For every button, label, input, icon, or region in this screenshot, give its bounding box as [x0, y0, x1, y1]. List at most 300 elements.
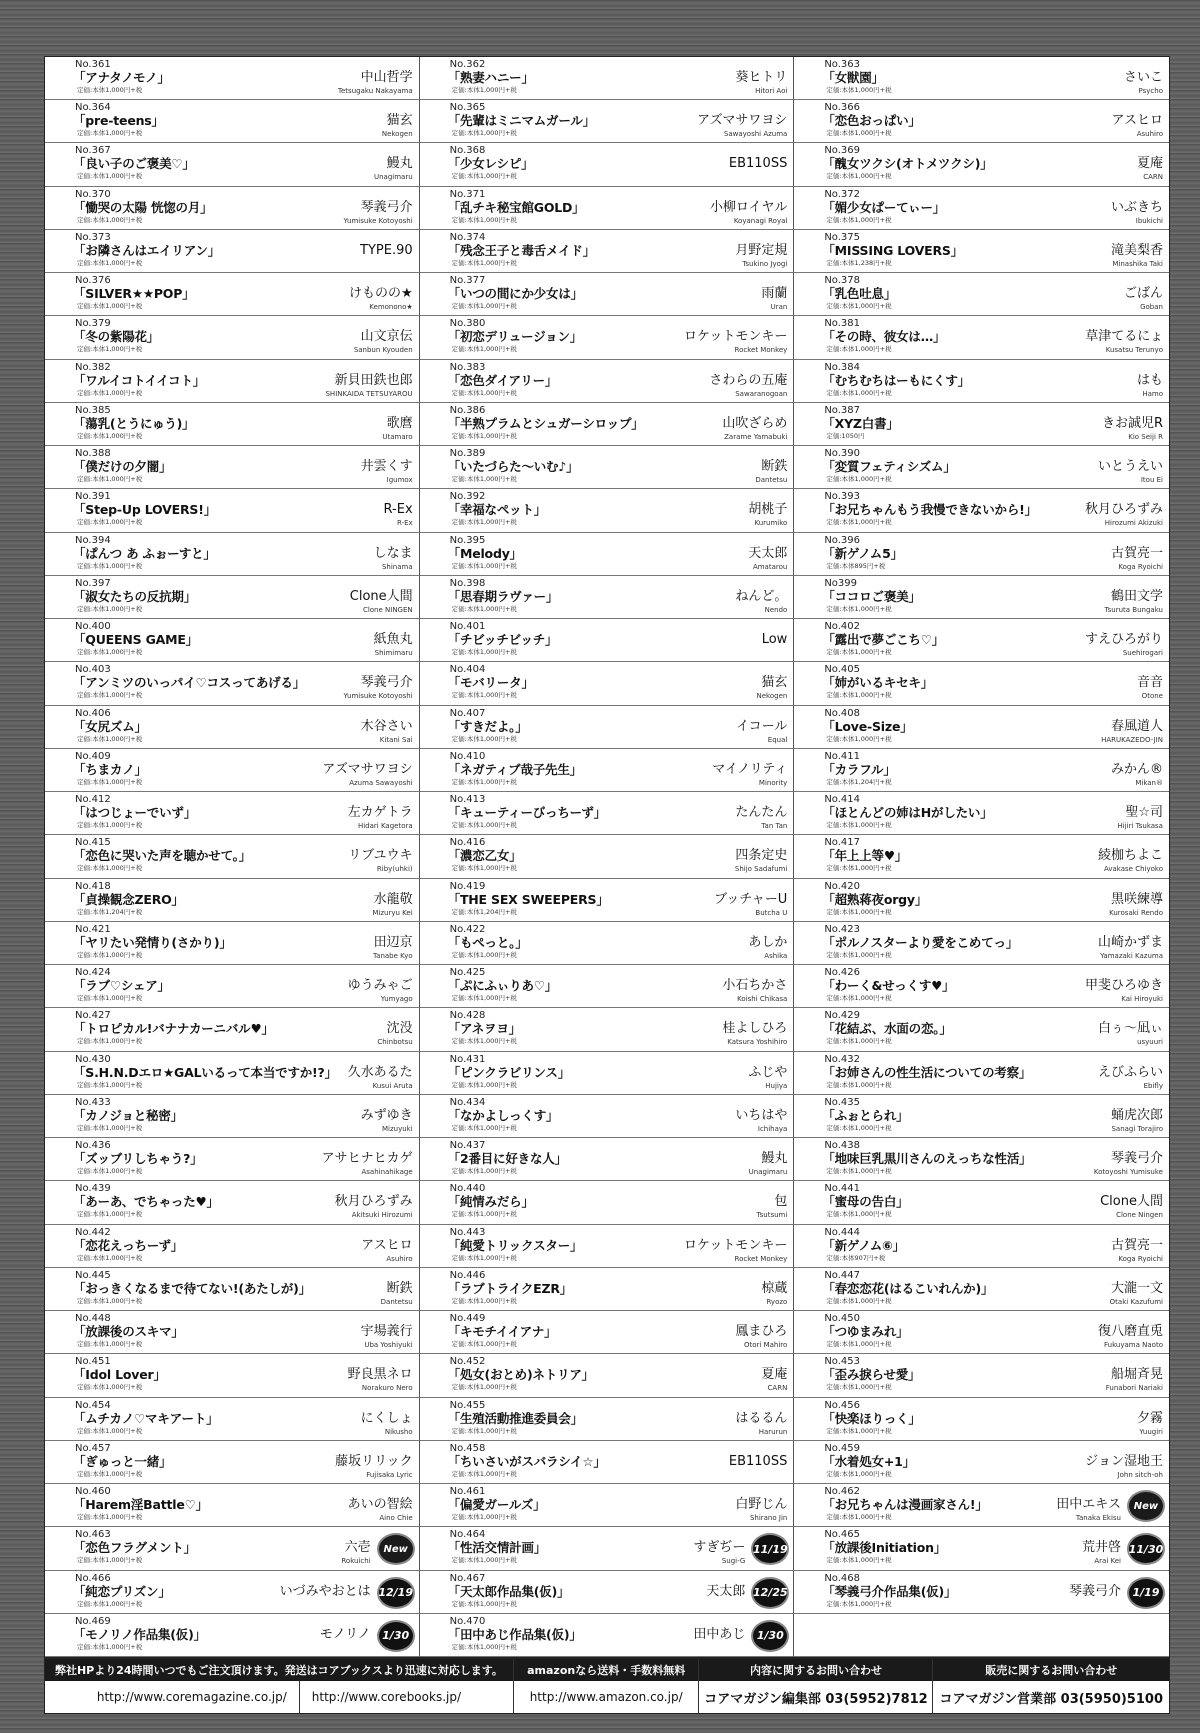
book-author: 甲斐ひろゆき	[1084, 978, 1163, 994]
book-entry	[45, 489, 420, 532]
book-title: 「ココロご褒美」	[822, 588, 921, 604]
book-title: 「SILVER★★POP」	[73, 286, 195, 302]
book-number: No.439	[75, 1183, 111, 1195]
book-title: 「生殖活動推進委員会」	[447, 1410, 583, 1426]
book-author-romaji: Sanagi Torajiro	[1111, 1124, 1163, 1133]
book-price: 定価:本体1,000円+税	[826, 1037, 892, 1046]
book-entry	[45, 1268, 420, 1311]
book-price: 定価:本体1,000円+税	[451, 1513, 517, 1522]
book-price: 定価:本体1,000円+税	[826, 345, 892, 354]
release-date-badge: 1/19	[1127, 1577, 1165, 1609]
book-author: 椋蔵	[761, 1280, 788, 1296]
book-number: No.456	[824, 1399, 861, 1411]
book-author: 山吹ざらめ	[722, 415, 788, 431]
book-author: 船堀斉晃	[1110, 1367, 1163, 1383]
book-title: 「わーく&せっくす♥」	[822, 978, 955, 994]
book-entry	[794, 446, 1169, 489]
book-author-romaji: Avakase Chiyoko	[1103, 865, 1163, 874]
book-author-romaji: Clone Ningen	[1116, 1211, 1163, 1220]
book-price: 定価:本体1,000円+税	[77, 734, 143, 743]
book-entry	[45, 446, 420, 489]
book-price: 定価:本体1,000円+税	[826, 864, 892, 873]
book-number: No.380	[449, 318, 486, 330]
book-number: No.438	[824, 1140, 861, 1152]
book-price: 定価:本体1,000円+税	[77, 431, 143, 440]
book-price: 定価:本体1,000円+税	[826, 475, 892, 484]
book-author: 井雲くす	[360, 459, 413, 475]
book-price: 定価:本体1,000円+税	[77, 215, 143, 224]
book-entry	[420, 1225, 795, 1268]
book-price: 定価:本体1,000円+税	[77, 1253, 143, 1262]
book-entry	[420, 965, 795, 1008]
book-entry	[45, 100, 420, 143]
book-author: すえひろがり	[1084, 632, 1163, 648]
book-title: 「ヤリたい発情り(さかり)」	[73, 934, 232, 950]
book-author: 宇場義行	[360, 1324, 413, 1340]
book-price: 定価:本体1,000円+税	[77, 258, 143, 267]
book-author-romaji: Mikan®	[1135, 778, 1163, 787]
book-title: 「琴義弓介作品集(仮)」	[822, 1583, 957, 1599]
book-author-romaji: Ashika	[764, 951, 788, 960]
book-entry	[794, 706, 1169, 749]
book-author-romaji: Dantetsu	[380, 1297, 413, 1306]
sales-inquiry-heading: 販売に関するお問い合わせ	[933, 1659, 1169, 1681]
book-author: 琴義弓介	[360, 199, 413, 215]
book-author: 小柳ロイヤル	[709, 199, 788, 215]
book-number: No.396	[824, 534, 861, 546]
book-author-romaji: Sanbun Kyouden	[353, 346, 413, 355]
corebooks-link[interactable]: http://www.corebooks.jp/	[311, 1690, 462, 1704]
book-title: 「ネガティブ哉子先生」	[447, 761, 582, 777]
book-entry	[794, 1484, 1169, 1527]
book-price: 定価:本体1,000円+税	[826, 1426, 892, 1435]
book-entry	[45, 403, 420, 446]
book-entry	[794, 1527, 1169, 1570]
book-title: 「快楽ほりっく」	[822, 1410, 921, 1426]
book-author-romaji: SHINKAIDA TETSUYAROU	[325, 389, 413, 398]
book-number: No.367	[75, 145, 111, 157]
book-title: 「放課後のスキマ」	[73, 1324, 184, 1340]
book-title: 「2番目に好きな人」	[447, 1151, 567, 1167]
book-entry	[794, 57, 1169, 100]
book-author-romaji: Asuhiro	[386, 1254, 413, 1263]
book-number: No.445	[75, 1269, 111, 1281]
book-title: 「ラブトライクEZR」	[447, 1280, 573, 1296]
book-author-romaji: Yuugiri	[1139, 1427, 1163, 1436]
book-number: No.461	[449, 1486, 486, 1498]
book-number: No.465	[824, 1529, 861, 1541]
sales-phone: コアマガジン営業部 03(5950)5100	[939, 1691, 1163, 1707]
book-author: 田中あじ	[693, 1626, 746, 1642]
book-number: No.381	[824, 318, 861, 330]
book-entry	[420, 1354, 795, 1397]
book-author: 新貝田鉄也郎	[334, 372, 413, 388]
book-price: 定価:本体1,000円+税	[77, 1123, 143, 1132]
book-title: 「ポルノスターより愛をこめてっ」	[822, 934, 1019, 950]
book-entry	[794, 187, 1169, 230]
book-number: No.466	[75, 1572, 111, 1584]
book-entry	[45, 1571, 420, 1614]
book-author-romaji: HARUKAZEDO-JIN	[1101, 735, 1163, 744]
book-title: 「濃恋乙女」	[447, 848, 522, 864]
book-title: 「超熟蒋夜orgy」	[822, 891, 928, 907]
book-number: No.383	[449, 361, 486, 373]
book-number: No.389	[449, 448, 486, 460]
book-author-romaji: Zarame Yamabuki	[724, 432, 788, 441]
book-author: えびふらい	[1097, 1064, 1163, 1080]
book-author: 天太郎	[748, 545, 788, 561]
book-title: 「モノリノ作品集(仮)」	[73, 1626, 206, 1642]
book-price: 定価:本体1,000円+税	[451, 777, 517, 786]
book-author: 夏庵	[761, 1367, 788, 1383]
book-price: 定価:本体1,000円+税	[451, 1599, 517, 1608]
book-number: No.408	[824, 707, 861, 719]
book-number: No.385	[75, 404, 111, 416]
book-author: 綾枷ちよこ	[1097, 848, 1163, 864]
book-author: 胡桃子	[748, 502, 788, 518]
book-author: Clone人間	[349, 588, 413, 604]
book-author-romaji: Amatarou	[752, 562, 788, 571]
book-author: 紙魚丸	[373, 632, 413, 648]
book-price: 定価:本体1,000円+税	[77, 475, 143, 484]
book-title: 「S.H.N.Dエロ★GALいるって本当ですか!?」	[73, 1064, 337, 1080]
book-price: 定価:本体1,000円+税	[451, 1080, 517, 1089]
book-title: 「Love-Size」	[822, 718, 913, 734]
book-author-romaji: Fukuyama Naoto	[1104, 1341, 1163, 1350]
book-author-romaji: Hirozumi Akizuki	[1104, 519, 1163, 528]
book-author: 桂よしひろ	[722, 1021, 788, 1037]
book-number: No.428	[449, 1010, 486, 1022]
book-author-romaji: Utamaro	[382, 432, 413, 441]
book-author: 音音	[1136, 675, 1163, 691]
book-author-romaji: Shirano Jin	[749, 1514, 788, 1523]
amazon-link[interactable]: http://www.amazon.co.jp/	[529, 1690, 683, 1704]
book-title: 「あーあ、でちゃった♥」	[73, 1194, 219, 1210]
book-author-romaji: Kurosaki Rendo	[1109, 908, 1163, 917]
book-price: 定価:本体1,000円+税	[451, 648, 517, 657]
book-author: 秋月ひろずみ	[334, 1194, 413, 1210]
book-author: あしか	[748, 934, 788, 950]
book-author: 復八磨直兎	[1097, 1324, 1163, 1340]
book-author-romaji: Tan Tan	[761, 822, 788, 831]
book-author: アスヒロ	[361, 1237, 413, 1253]
book-author-romaji: Otori Mahiro	[744, 1341, 788, 1350]
book-entry	[420, 576, 795, 619]
book-entry	[420, 57, 795, 100]
book-author: Low	[761, 632, 788, 648]
book-author-romaji: Hujiya	[765, 1081, 788, 1090]
book-price: 定価:本体1,000円+税	[451, 345, 517, 354]
book-entry	[45, 879, 420, 922]
book-price: 定価:本体1,000円+税	[451, 302, 517, 311]
book-entry	[45, 1441, 420, 1484]
book-title: 「Harem淫Battle♡」	[73, 1497, 208, 1513]
book-author: はるるん	[735, 1410, 788, 1426]
book-price: 定価:本体1,000円+税	[77, 518, 143, 527]
book-number: No.432	[824, 1053, 861, 1065]
book-number: No.387	[824, 404, 861, 416]
book-title: 「露出で夢ごこち♡」	[822, 632, 945, 648]
book-author-romaji: Kitani Sai	[379, 735, 413, 744]
book-author: 山文京伝	[360, 329, 413, 345]
book-author: 琴義弓介	[1110, 1151, 1163, 1167]
book-author-romaji: Nikusho	[384, 1427, 413, 1436]
book-title: 「すきだよ。」	[447, 718, 528, 734]
book-author: 月野定規	[735, 242, 788, 258]
book-author-romaji: Katsura Yoshihiro	[727, 1038, 788, 1047]
book-entry	[45, 360, 420, 403]
book-author-romaji: Unagimaru	[748, 1168, 788, 1177]
book-entry	[420, 706, 795, 749]
book-author: 古賀亮一	[1110, 1237, 1163, 1253]
book-title: 「熟妻ハニー」	[447, 70, 534, 85]
book-author-romaji: Kemonono★	[369, 303, 413, 312]
book-author: 鳳まひろ	[735, 1324, 788, 1340]
book-author-romaji: Harurun	[758, 1427, 788, 1436]
book-entry	[45, 533, 420, 576]
book-author-romaji: Koga Ryoichi	[1118, 562, 1163, 571]
book-author: 荒井啓	[1081, 1540, 1121, 1556]
book-number: No.453	[824, 1356, 861, 1368]
book-author-romaji: Nendo	[764, 605, 788, 614]
book-number: No.410	[449, 750, 486, 762]
book-price: 定価:本体1,000円+税	[451, 1642, 517, 1651]
book-entry	[794, 360, 1169, 403]
book-entry	[420, 187, 795, 230]
book-author: 野良黒ネロ	[347, 1367, 413, 1383]
book-number: No.464	[449, 1529, 486, 1541]
book-author: はも	[1136, 372, 1163, 388]
book-author-romaji: Uran	[770, 303, 788, 312]
book-title: 「少女レシピ」	[447, 156, 534, 172]
book-entry	[420, 403, 795, 446]
book-entry	[794, 922, 1169, 965]
book-entry	[420, 143, 795, 186]
book-price: 定価:本体1,000円+税	[77, 604, 143, 613]
book-number: No.427	[75, 1010, 111, 1022]
book-author-romaji: Psycho	[1138, 87, 1163, 95]
release-date-badge: 1/30	[751, 1620, 789, 1652]
book-author-romaji: Rocket Monkey	[734, 346, 788, 355]
book-price: 定価:本体1,000円+税	[826, 86, 892, 94]
book-number: No.446	[449, 1269, 486, 1281]
book-number: No.371	[449, 188, 486, 200]
book-number: No.373	[75, 231, 111, 243]
book-price: 定価:本体1,000円+税	[826, 388, 892, 397]
book-author: 木谷さい	[360, 718, 413, 734]
book-author-romaji: Akitsuki Hirozumi	[351, 1211, 413, 1220]
book-price: 定価:本体1,000円+税	[826, 215, 892, 224]
book-number: No.398	[449, 577, 486, 589]
book-title: 「ちまカノ」	[73, 761, 147, 777]
book-author: Clone人間	[1100, 1194, 1163, 1210]
book-price: 定価:本体1,000円+税	[77, 345, 143, 354]
book-number: No.390	[824, 448, 861, 460]
book-entry	[45, 835, 420, 878]
book-price: 定価:本体1,000円+税	[77, 1080, 143, 1089]
book-entry	[420, 360, 795, 403]
book-author: しなま	[373, 545, 413, 561]
book-number: No.414	[824, 794, 861, 806]
book-title: 「Step-Up LOVERS!」	[73, 502, 216, 518]
book-title: 「pre-teens」	[73, 113, 164, 129]
book-author: 春風道人	[1110, 718, 1163, 734]
book-title: 「恋色に哭いた声を聴かせて。」	[73, 848, 252, 864]
book-entry	[45, 1354, 420, 1397]
book-author-romaji: Clone NINGEN	[362, 605, 413, 614]
book-number: No.361	[75, 59, 111, 70]
book-entry	[794, 1052, 1169, 1095]
book-author: 久水あるた	[347, 1064, 413, 1080]
book-author-romaji: Koga Ryoichi	[1118, 1254, 1163, 1263]
book-list-grid	[44, 56, 1170, 1658]
book-entry	[794, 100, 1169, 143]
book-author-romaji: CARN	[1143, 173, 1163, 182]
book-author-romaji: John sitch-oh	[1117, 1470, 1163, 1479]
book-price: 定価:本体1,000円+税	[77, 864, 143, 873]
book-entry	[794, 1095, 1169, 1138]
book-price: 定価:本体1,000円+税	[451, 215, 517, 224]
book-price: 定価:本体1,000円+税	[826, 1513, 892, 1522]
book-entry	[45, 1095, 420, 1138]
book-author: 滝美梨香	[1110, 242, 1163, 258]
book-entry	[794, 143, 1169, 186]
book-number: No.393	[824, 491, 861, 503]
book-title: 「キモチイイアナ」	[447, 1324, 557, 1340]
book-entry	[794, 835, 1169, 878]
book-author-romaji: Ryozo	[766, 1297, 788, 1306]
book-entry	[794, 1225, 1169, 1268]
book-entry	[45, 57, 420, 100]
book-number: No.426	[824, 967, 861, 979]
book-price: 定価:本体1,000円+税	[451, 518, 517, 527]
book-entry	[794, 879, 1169, 922]
book-title: 「地味巨乳黒川さんのえっちな性活」	[822, 1151, 1032, 1167]
book-author-romaji: Ibukichi	[1135, 216, 1163, 225]
book-price: 定価:本体1,000円+税	[451, 1426, 517, 1435]
book-price: 定価:本体1,000円+税	[77, 691, 143, 700]
book-price: 定価:本体1,000円+税	[77, 388, 143, 397]
book-entry	[420, 662, 795, 705]
book-author-romaji: Koyanagi Royal	[733, 216, 788, 225]
book-title: 「乱チキ秘宝館GOLD」	[447, 199, 585, 215]
book-number: No.415	[75, 837, 111, 849]
book-number: No.403	[75, 664, 111, 676]
book-price: 定価:本体1,000円+税	[451, 431, 517, 440]
book-number: No.417	[824, 837, 861, 849]
book-number: No.458	[449, 1442, 486, 1454]
book-number: No.397	[75, 577, 111, 589]
book-entry	[45, 749, 420, 792]
book-price: 定価:本体1,000円+税	[77, 1383, 143, 1392]
book-price: 定価:本体1,000円+税	[826, 691, 892, 700]
book-number: No.459	[824, 1442, 861, 1454]
book-author-romaji: Rokuichi	[341, 1557, 371, 1566]
book-price: 定価:本体1,000円+税	[826, 734, 892, 743]
book-number: No.413	[449, 794, 486, 806]
book-price: 定価:本体1,000円+税	[451, 604, 517, 613]
book-price: 定価:本体1,000円+税	[77, 86, 143, 94]
content-inquiry-heading: 内容に関するお問い合わせ	[699, 1659, 932, 1681]
book-number: No.388	[75, 448, 111, 460]
book-title: 「性活交情計画」	[447, 1540, 547, 1556]
book-author: たんたん	[735, 805, 788, 821]
book-number: No.406	[75, 707, 111, 719]
book-title: 「水着処女+1」	[822, 1453, 915, 1469]
book-title: 「処女(おとめ)ネトリア」	[447, 1367, 594, 1383]
book-author: 左カゲトラ	[347, 805, 413, 821]
book-number: No.441	[824, 1183, 861, 1195]
book-author: 藤坂リリック	[335, 1453, 413, 1469]
book-title: 「幸福なペット」	[447, 502, 547, 518]
book-title: 「ふぉとられ」	[822, 1107, 909, 1123]
book-number: No.430	[75, 1053, 111, 1065]
book-author-romaji: Tsutsumi	[756, 1211, 788, 1220]
book-price: 定価:本体1,000円+税	[451, 1340, 517, 1349]
book-number: No.409	[75, 750, 111, 762]
book-entry	[45, 1398, 420, 1441]
book-author: 山崎かずま	[1097, 934, 1163, 950]
book-price: 定価:本体1,000円+税	[77, 1167, 143, 1176]
book-price: 定価:本体1,000円+税	[451, 864, 517, 873]
book-number: No.382	[75, 361, 111, 373]
book-entry	[794, 1311, 1169, 1354]
book-author-romaji: Ichihaya	[757, 1124, 788, 1133]
book-author-romaji: Otaki Kazufumi	[1109, 1297, 1163, 1306]
book-price: 定価:本体1,000円+税	[77, 1210, 143, 1219]
book-author-romaji: Hidari Kagetora	[357, 822, 413, 831]
book-number: No.418	[75, 880, 111, 892]
book-title: 「モバリータ」	[447, 675, 534, 691]
book-title: 「先輩はミニマムガール」	[447, 113, 596, 129]
book-author-romaji: Hitori Aoi	[755, 87, 788, 95]
book-number: No.404	[449, 664, 486, 676]
book-author: 田辺京	[373, 934, 413, 950]
book-author-romaji: Tsukino Jyogi	[742, 259, 788, 268]
book-number: No.416	[449, 837, 486, 849]
book-price: 定価:本体1,000円+税	[77, 1642, 143, 1651]
book-author-romaji: Tanabe Kyo	[373, 951, 413, 960]
book-author: ブッチャーU	[714, 891, 788, 907]
book-price: 定価:本体1,000円+税	[77, 1556, 143, 1565]
book-price: 定価:本体1,000円+税	[451, 475, 517, 484]
book-price: 定価:本体1,000円+税	[826, 1469, 892, 1478]
book-title: 「残念王子と毒舌メイド」	[447, 242, 596, 258]
book-author: リブユウキ	[348, 848, 413, 864]
book-title: 「恋色フラグメント」	[73, 1540, 196, 1556]
book-entry	[794, 749, 1169, 792]
book-number: No.411	[824, 750, 861, 762]
coremagazine-link[interactable]: http://www.coremagazine.co.jp/	[96, 1690, 287, 1704]
book-title: 「お兄ちゃんもう我慢できないから!」	[822, 502, 1037, 518]
book-title: 「ワルイコトイイコト」	[73, 372, 206, 388]
book-entry	[45, 965, 420, 1008]
book-title: 「いたづらた〜いむ♪」	[447, 459, 579, 475]
book-author: 猫玄	[386, 113, 413, 129]
book-author-romaji: Sawayoshi Azuma	[723, 130, 788, 139]
book-author-romaji: Dantetsu	[755, 476, 788, 485]
book-title: 「年上上等♥」	[822, 848, 908, 864]
book-author: 雨蘭	[761, 286, 788, 302]
book-entry	[794, 662, 1169, 705]
editorial-phone: コアマガジン編集部 03(5952)7812	[704, 1691, 928, 1707]
book-price: 定価:本体1,000円+税	[826, 907, 892, 916]
book-title: 「女尻ズム」	[73, 718, 147, 734]
book-author-romaji: usyuuri	[1137, 1038, 1163, 1047]
amazon-heading: amazonなら送料・手数料無料	[514, 1659, 699, 1681]
book-author-romaji: Azuma Sawayoshi	[349, 778, 413, 787]
book-entry	[420, 533, 795, 576]
